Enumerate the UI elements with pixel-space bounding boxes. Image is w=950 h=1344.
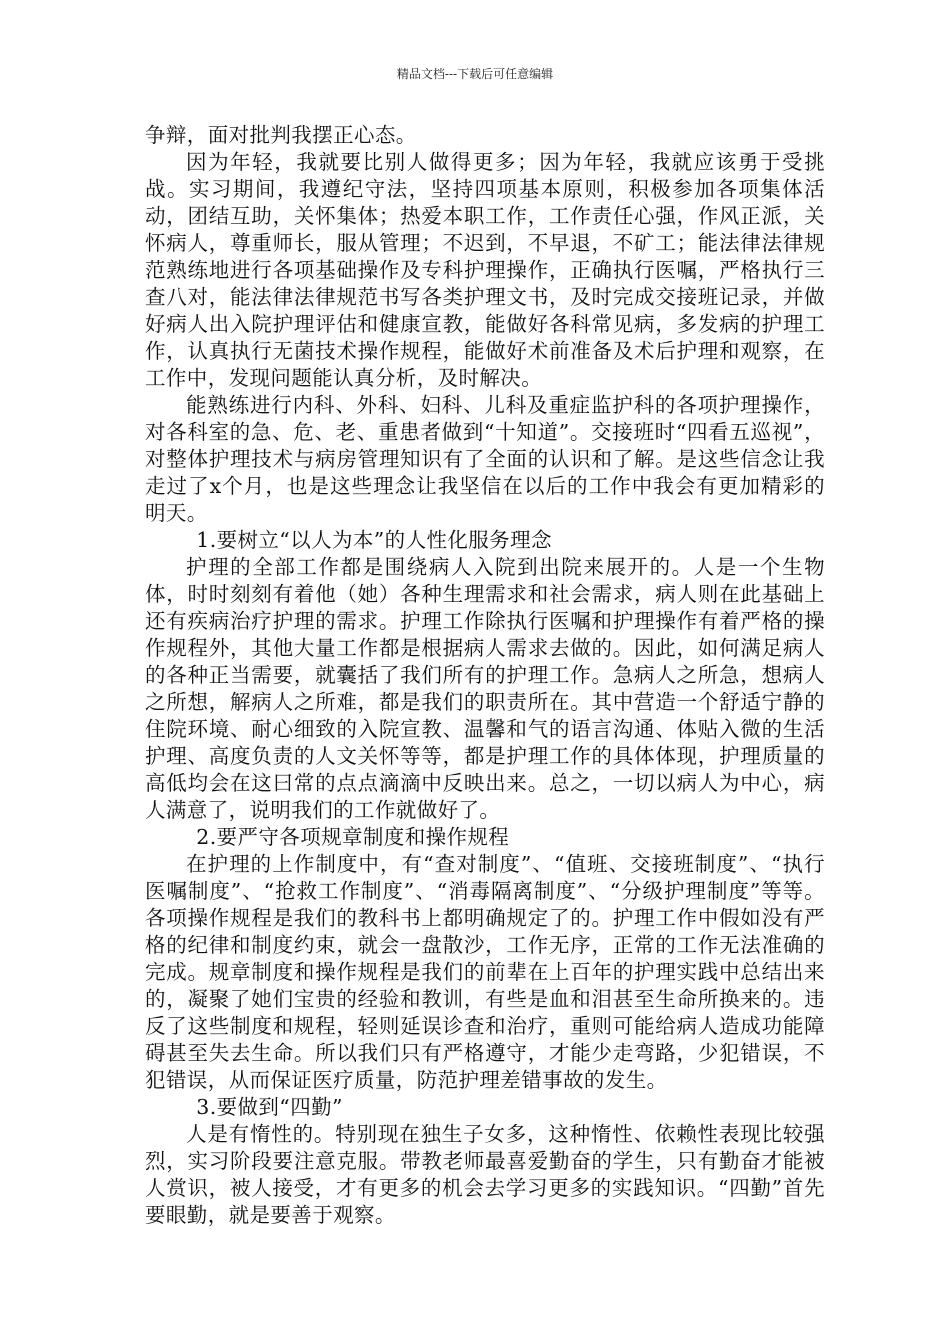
paragraph-internship-conduct: 因为年轻，我就要比别人做得更多；因为年轻，我就应该勇于受挑战。实习期间，我遵纪守法，坚持四项基本原则，积极参加各项集体活动，团结互助，关怀集体；热爱本职工作，工作责任心强，作风正派，关怀病人，尊重师长，服从管理；不迟到，不早退，不矿工；能法律法律规范熟练地进行各项基础操作及专科护理操作，正确执行医嘱，严格执行三查八对，能法律法律规范书写各类护理文书，及时完成交接班记录，并做好病人出入院护理评估和健康宣教，能做好各科常见病，多发病的护理工作，认真执行无菌技术操作规程，能做好术前准备及术后护理和观察，在工作中，发现问题能认真分析，及时解决。 <box>145 150 825 390</box>
section-heading-1: 1.要树立“以人为本”的人性化服务理念 <box>196 528 552 552</box>
paragraph-four-diligences: 人是有惰性的。特别现在独生子女多，这种惰性、依赖性表现比较强烈，实习阶段要注意克服。带教老师最喜爱勤奋的学生，只有勤奋才能被人赏识，被人接受，才有更多的机会去学习更多的实践知识。“四勤”首先要眼勤，就是要善于观察。 <box>145 1122 825 1227</box>
paragraph-patient-centered: 护理的全部工作都是围绕病人入院到出院来展开的。人是一个生物体，时时刻刻有着他（她）各种生理需求和社会需求，病人则在此基础上还有疾病治疗护理的需求。护理工作除执行医嘱和护理操作有着严格的操作规程外，其他大量工作都是根据病人需求去做的。因此，如何满足病人的各种正当需要，就囊括了我们所有的护理工作。急病人之所急，想病人之所想，解病人之所难，都是我们的职责所在。其中营造一个舒适宁静的住院环境、耐心细致的入院宣教、温馨和气的语言沟通、体贴入微的生活护理、高度负责的人文关怀等等，都是护理工作的具体体现，护理质量的高低均会在这曰常的点点滴滴中反映出来。总之，一切以病人为中心，病人满意了，说明我们的工作就做好了。 <box>145 555 825 822</box>
paragraph-nursing-skills: 能熟练进行内科、外科、妇科、儿科及重症监护科的各项护理操作，对各科室的急、危、老、重患者做到“十知道”。交接班时“四看五巡视”，对整体护理技术与病房管理知识有了全面的认识和了解。是这些信念让我走过了x个月，也是这些理念让我坚信在以后的工作中我会有更加精彩的明天。 <box>145 393 825 525</box>
paragraph-rules-regulations: 在护理的上作制度中，有“查对制度”、“值班、交接班制度”、“执行医嘱制度”、“抢救工作制度”、“消毒隔离制度”、“分级护理制度”等等。各项操作规程是我们的教科书上都明确规定了的。护理工作中假如没有严格的纪律和制度约束，就会一盘散沙，工作无序，正常的工作无法准确的完成。规章制度和操作规程是我们的前辈在上百年的护理实践中总结出来的，凝聚了她们宝贵的经验和教训，有些是血和泪甚至生命所换来的。违反了这些制度和规程，轻则延误诊查和治疗，重则可能给病人造成功能障碍甚至失去生命。所以我们只有严格遵守，才能少走弯路，少犯错误，不犯错误，从而保证医疗质量，防范护理差错事故的发生。 <box>145 852 825 1092</box>
page-header: 精品文档---下载后可任意编辑 <box>396 67 554 81</box>
section-heading-3: 3.要做到“四勤” <box>196 1095 343 1119</box>
document-body <box>145 122 825 1229</box>
section-heading-2: 2.要严守各项规章制度和操作规程 <box>196 825 510 849</box>
paragraph-continuation: 争辩，面对批判我摆正心态。 <box>145 123 417 147</box>
